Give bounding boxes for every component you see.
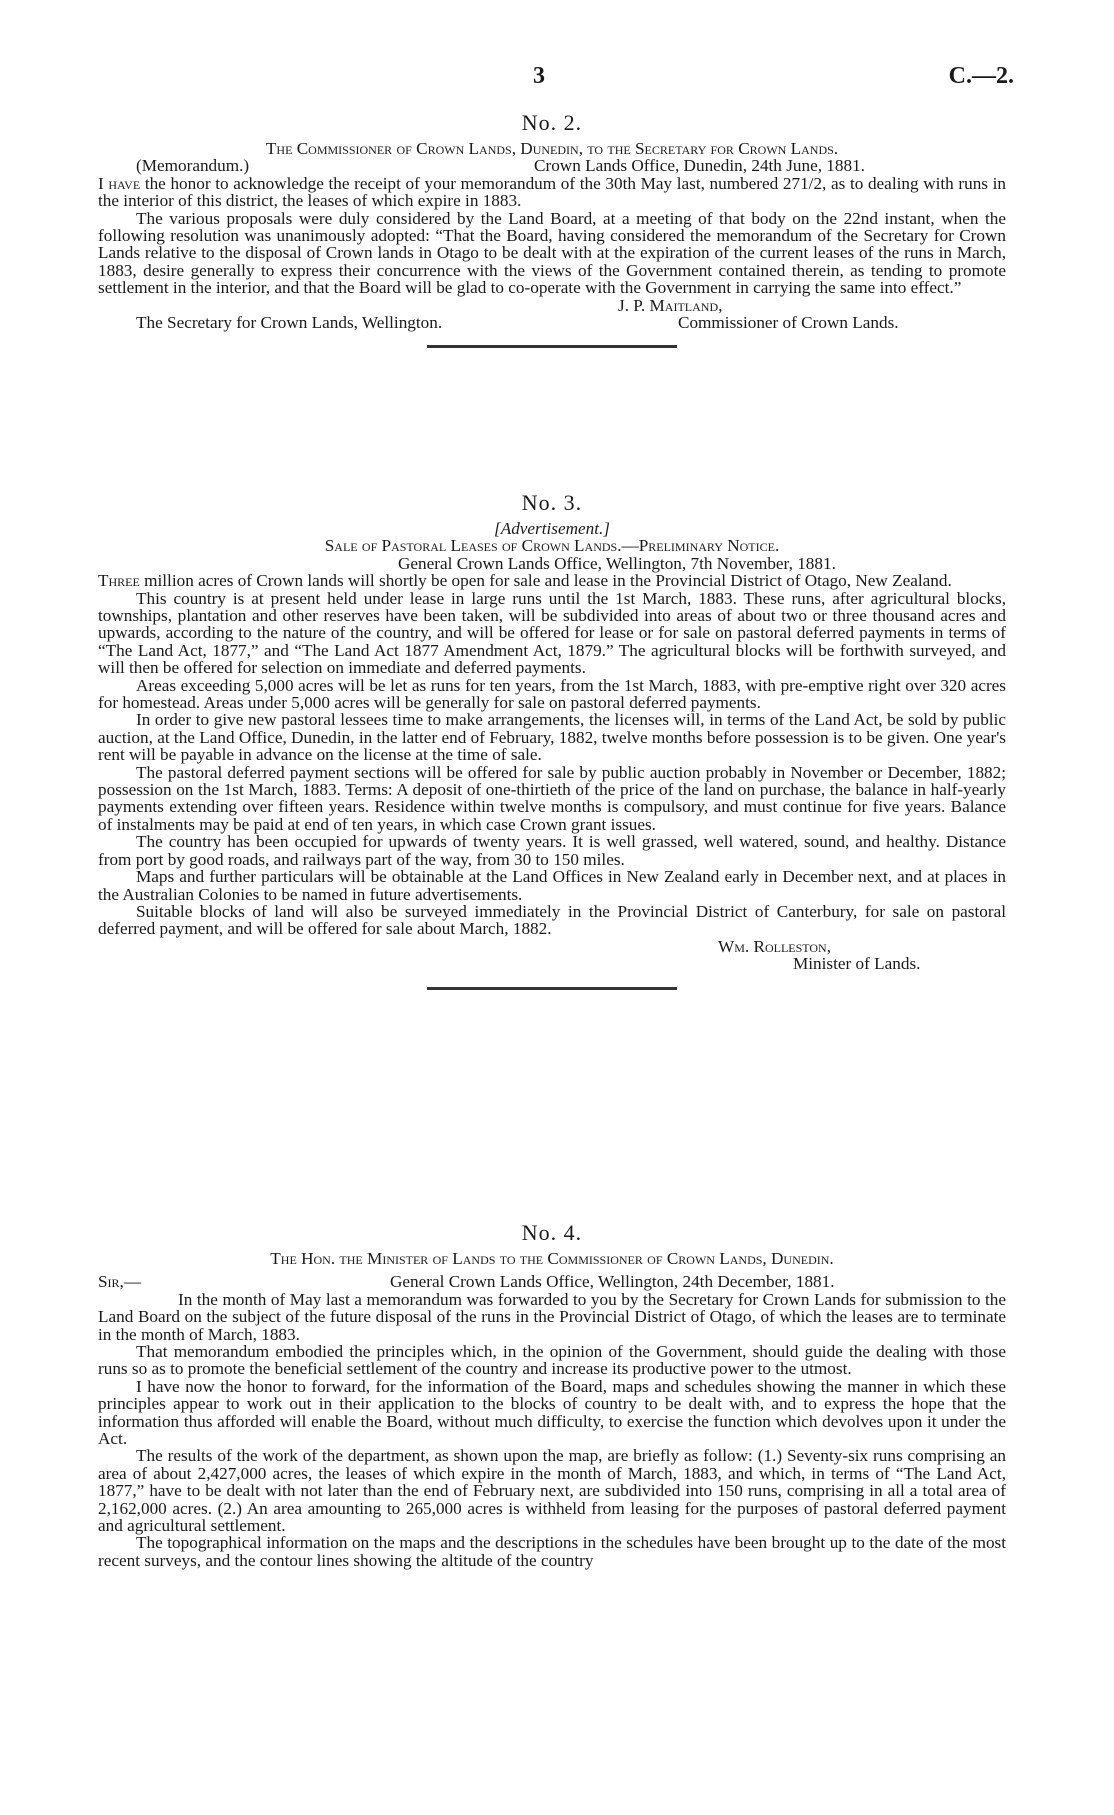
- paragraph: The results of the work of the department, as shown upon the map, are briefly as follow: (1.) Seventy-six runs comprising an area of about 2,427,000 acres, the leases of which expire in the month of March, 1883, and which, in terms of “The Land Act, 1877,” have to be dealt with not later than the end of February next, are subdivided into 150 runs, comprising in all a total area of 2,162,000 acres. (2.) An area amounting to 265,000 acres is withheld from leasing for the purposes of pastoral deferred payment and agricultural settlement.: [98, 1446, 1006, 1536]
- signature-line: [98, 297, 1006, 314]
- lead-word: Three: [98, 571, 140, 591]
- signature-title: Commissioner of Crown Lands.: [678, 313, 899, 333]
- section-no3: [98, 490, 1006, 990]
- section-title: No. 4.: [521, 1220, 583, 1245]
- paragraph: This country is at present held under lease in large runs until the 1st March, 1883. These runs, after agricultural blocks, townships, plantation and other reserves have been taken, will be subdivided into areas of about two or three thousand acres and upwards, according to the nature of the country, and will be offered for lease or for sale on pastoral deferred payments in terms of “The Land Act, 1877,” and “The Land Act 1877 Amendment Act, 1879.” The agricultural blocks will be forthwith surveyed, and will then be offered for selection on immediate and deferred payments.: [98, 588, 1006, 678]
- paragraph: Suitable blocks of land will also be surveyed immediately in the Provincial District of Canterbury, for sale on pastoral deferred payment, and will be offered for sale about March, 1882.: [98, 901, 1006, 939]
- signature-title: Minister of Lands.: [793, 954, 921, 974]
- section-no4: [98, 1220, 1006, 1569]
- memo-label: (Memorandum.): [136, 156, 250, 176]
- section-title: No. 2.: [521, 110, 583, 135]
- signature-line: [98, 938, 1006, 955]
- paragraph-text: the honor to acknowledge the receipt of your memorandum of the 30th May last, numbered 271/2, as to dealing with runs in the interior of this district, the leases of which expire in 1883.: [98, 173, 1007, 211]
- addressee: The Secretary for Crown Lands, Wellington.: [136, 313, 443, 333]
- signature: J. P. Maitland,: [618, 295, 723, 315]
- section-heading: The Hon. the Minister of Lands to the Commissioner of Crown Lands, Dunedin.: [270, 1249, 834, 1268]
- signature: Wm. Rolleston,: [718, 936, 832, 956]
- lead-word: I have: [98, 173, 141, 193]
- section-no2: [98, 110, 1006, 348]
- place-date: General Crown Lands Office, Wellington, 7th November, 1881.: [398, 553, 836, 573]
- paragraph: The country has been occupied for upwards of twenty years. It is well grassed, well watered, sound, and healthy. Distance from port by good roads, and railways part of the way, from 30 to 150 miles.: [98, 832, 1006, 869]
- page-number: 3: [533, 63, 545, 89]
- paragraph: The pastoral deferred payment sections will be offered for sale by public auction probably in November or December, 1882; possession on the 1st March, 1883. Terms: A deposit of one-thirtieth of the price of the land on purchase, the balance in half-yearly payments extending over fifteen years. Residence within twelve months is compulsory, and must continue for five years. Balance of instalments may be paid at end of ten years, in which case Crown grant issues.: [98, 762, 1006, 834]
- paragraph: In order to give new pastoral lessees time to make arrangements, the licenses will, in terms of the Land Act, be sold by public auction, at the Land Office, Dunedin, in the latter end of February, 1882, twelve months before possession is to be given. One year's rent will be payable in advance on the license at the time of sale.: [98, 710, 1006, 765]
- document-reference: C.—2.: [948, 63, 1014, 89]
- signature-title-line: [98, 955, 1006, 972]
- paragraph: [98, 175, 1006, 210]
- divider: [427, 987, 677, 990]
- place-date: General Crown Lands Office, Wellington, 24th December, 1881.: [390, 1272, 835, 1292]
- paragraph: The various proposals were duly considered by the Land Board, at a meeting of that body on the 22nd instant, when the following resolution was unanimously adopted: “That the Board, having considered the memorandum of the Secretary for Crown Lands relative to the disposal of Crown lands in Otago to be dealt with at the expiration of the current leases of the runs in March, 1883, desire generally to express their concurrence with the views of the Government contained therein, as tending to promote settlement in the interior, and that the Board will be glad to co-operate with the Government in carrying the same into effect.”: [98, 208, 1006, 298]
- place-date-line: [98, 555, 1006, 572]
- advertisement-text: [Advertisement.]: [494, 519, 610, 538]
- section-heading: Sale of Pastoral Leases of Crown Lands.—Preliminary Notice.: [324, 536, 780, 556]
- section-heading: The Commissioner of Crown Lands, Dunedin, to the Secretary for Crown Lands.: [265, 139, 839, 158]
- paragraph: The topographical information on the maps and the descriptions in the schedules have been brought up to the date of the most recent surveys, and the contour lines showing the altitude of the country: [98, 1533, 1006, 1570]
- salutation: Sir,—: [98, 1272, 142, 1292]
- paragraph: Maps and further particulars will be obtainable at the Land Offices in New Zealand early in December next, and at places in the Australian Colonies to be named in future advertisements.: [98, 867, 1006, 904]
- advertisement-label: [98, 520, 1006, 537]
- page-header: [0, 63, 1114, 98]
- paragraph: That memorandum embodied the principles which, in the opinion of the Government, should guide the dealing with those runs so as to promote the beneficial settlement of the country and increase its productive power to the utmost.: [98, 1342, 1006, 1379]
- place-date: Crown Lands Office, Dunedin, 24th June, 1881.: [534, 156, 865, 176]
- salutation-line: [98, 1273, 1006, 1290]
- memo-line: [98, 157, 1006, 174]
- addressee-line: [98, 314, 1006, 331]
- paragraph-text: million acres of Crown lands will shortly be open for sale and lease in the Provincial District of Otago, New Zealand.: [144, 571, 952, 591]
- paragraph: In the month of May last a memorandum was forwarded to you by the Secretary for Crown Lands for submission to the Land Board on the subject of the future disposal of the runs in the Provincial District of Otago, of which the leases are to terminate in the month of March, 1883.: [98, 1289, 1006, 1344]
- section-title: No. 3.: [521, 490, 583, 515]
- paragraph: I have now the honor to forward, for the information of the Board, maps and schedules showing the manner in which these principles appear to work out in their application to the blocks of country to be dealt with, and to express the hope that the information thus afforded will enable the Board, without much difficulty, to exercise the function which devolves upon it under the Act.: [98, 1376, 1006, 1449]
- paragraph: [98, 572, 1006, 589]
- divider: [427, 345, 677, 348]
- paragraph: Areas exceeding 5,000 acres will be let as runs for ten years, from the 1st March, 1883, with pre-emptive right over 320 acres for homestead. Areas under 5,000 acres will be generally for sale on pastoral deferred payments.: [98, 675, 1006, 713]
